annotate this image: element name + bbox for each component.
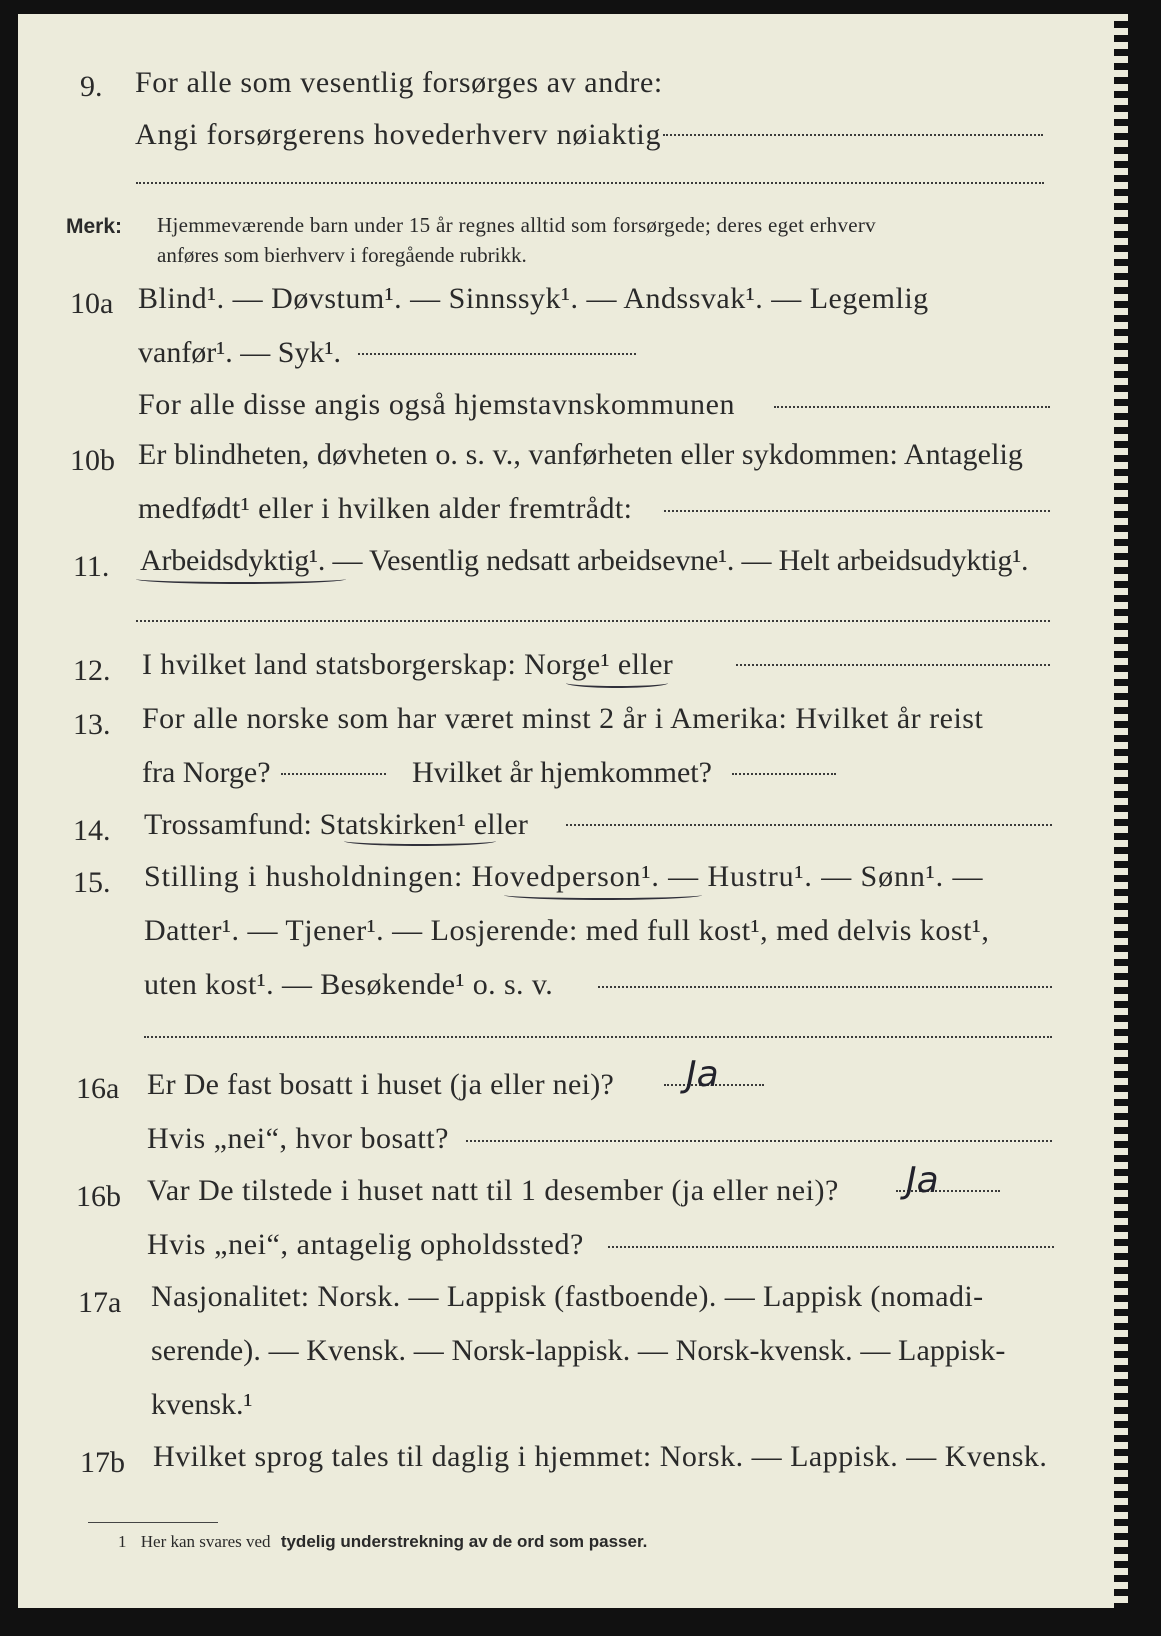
- q9-answer-line-2[interactable]: [136, 182, 1044, 184]
- q9-answer-line[interactable]: [663, 134, 1043, 136]
- q15-line3: uten kost¹. — Besøkende¹ o. s. v.: [144, 968, 554, 1001]
- q11-answer-line[interactable]: [136, 620, 1050, 622]
- q10a-number: 10a: [70, 287, 114, 320]
- handwritten-underline-statskirken: [344, 836, 496, 846]
- q11-line1: Arbeidsdyktig¹. — Vesentlig nedsatt arbeidsevne¹. — Helt arbeidsudyktig¹.: [140, 544, 1029, 577]
- q16b-line1: Var De tilstede i huset natt til 1 desember (ja eller nei)?: [147, 1174, 839, 1207]
- q13-answer-line-hjemkommet[interactable]: [732, 773, 836, 775]
- census-form-page: [18, 14, 1128, 1608]
- q14-answer-line[interactable]: [566, 824, 1052, 826]
- merk-line2: anføres som bierhverv i foregående rubrikk.: [157, 243, 527, 267]
- q13-line1: For alle norske som har været minst 2 år i Amerika: Hvilket år reist: [142, 702, 984, 735]
- q10a-line2: vanfør¹. — Syk¹.: [138, 336, 341, 369]
- merk-label: Merk:: [66, 215, 123, 238]
- q10b-line1: Er blindheten, døvheten o. s. v., vanførheten eller sykdommen: Antagelig: [138, 438, 1024, 471]
- q17b-line1: Hvilket sprog tales til daglig i hjemmet: Norsk. — Lappisk. — Kvensk.: [153, 1440, 1048, 1473]
- q10b-line2: medfødt¹ eller i hvilken alder fremtrådt:: [138, 492, 633, 525]
- q17a-line1: Nasjonalitet: Norsk. — Lappisk (fastboende). — Lappisk (nomadi-: [151, 1280, 984, 1313]
- footnote: [118, 1530, 647, 1554]
- q16a-answer-line-2[interactable]: [466, 1140, 1052, 1142]
- footnote-text: Her kan svares ved: [140, 1532, 271, 1551]
- q17a-line2: serende). — Kvensk. — Norsk-lappisk. — Norsk-kvensk. — Lappisk-: [151, 1334, 1006, 1367]
- q13-line2a: fra Norge?: [142, 756, 271, 789]
- q14-line1: Trossamfund: Statskirken¹ eller: [144, 808, 529, 841]
- q15-answer-line[interactable]: [598, 986, 1052, 988]
- q13-number: 13.: [73, 708, 111, 741]
- q10b-number: 10b: [70, 444, 115, 477]
- q17b-number: 17b: [80, 1446, 125, 1479]
- q16b-handwritten-answer: Ja: [906, 1160, 939, 1201]
- q17a-line3: kvensk.¹: [151, 1388, 253, 1421]
- q15-line1: Stilling i husholdningen: Hovedperson¹. — Hustru¹. — Sønn¹. —: [144, 860, 984, 893]
- q16a-line1: Er De fast bosatt i huset (ja eller nei)?: [147, 1068, 615, 1101]
- handwritten-underline-hovedperson: [504, 890, 702, 900]
- q16b-number: 16b: [76, 1180, 121, 1213]
- q16b-answer-line-2[interactable]: [608, 1246, 1054, 1248]
- q13-line2b: Hvilket år hjemkommet?: [412, 756, 712, 789]
- q9-line1: For alle som vesentlig forsørges av andre:: [135, 66, 663, 99]
- q15-number: 15.: [73, 866, 111, 899]
- q10a-line3: For alle disse angis også hjemstavnskommunen: [138, 388, 736, 421]
- q16a-line2: Hvis „nei“, hvor bosatt?: [147, 1122, 449, 1155]
- q12-number: 12.: [73, 654, 111, 687]
- footnote-rule: [88, 1522, 218, 1523]
- footnote-bold-text: tydelig understrekning av de ord som passer.: [280, 1532, 648, 1551]
- footnote-mark: 1: [118, 1532, 127, 1551]
- q10a-answer-line[interactable]: [358, 353, 636, 355]
- q12-answer-line[interactable]: [736, 664, 1050, 666]
- q13-answer-line-reist[interactable]: [281, 773, 386, 775]
- q12-line1: I hvilket land statsborgerskap: Norge¹ eller: [142, 648, 674, 681]
- q10b-answer-line[interactable]: [664, 510, 1050, 512]
- q11-number: 11.: [73, 550, 110, 583]
- q17a-number: 17a: [78, 1286, 122, 1319]
- handwritten-underline-arbeidsdyktig: [136, 574, 346, 584]
- q16b-line2: Hvis „nei“, antagelig opholdssted?: [147, 1228, 584, 1261]
- q14-number: 14.: [73, 814, 111, 847]
- perforated-edge: [1114, 14, 1128, 1608]
- q16a-number: 16a: [76, 1072, 120, 1105]
- q9-line2: Angi forsørgerens hovederhverv nøiaktig: [135, 118, 662, 151]
- q15-answer-line-2[interactable]: [144, 1036, 1052, 1038]
- q10a-answer-line-2[interactable]: [774, 406, 1050, 408]
- q16a-handwritten-answer: Ja: [686, 1054, 719, 1095]
- q10a-line1: Blind¹. — Døvstum¹. — Sinnssyk¹. — Andssvak¹. — Legemlig: [138, 282, 929, 315]
- q9-number: 9.: [80, 70, 103, 103]
- handwritten-underline-norge: [566, 678, 668, 688]
- merk-line1: Hjemmeværende barn under 15 år regnes alltid som forsørgede; deres eget erhverv: [157, 213, 876, 237]
- q15-line2: Datter¹. — Tjener¹. — Losjerende: med full kost¹, med delvis kost¹,: [144, 914, 990, 947]
